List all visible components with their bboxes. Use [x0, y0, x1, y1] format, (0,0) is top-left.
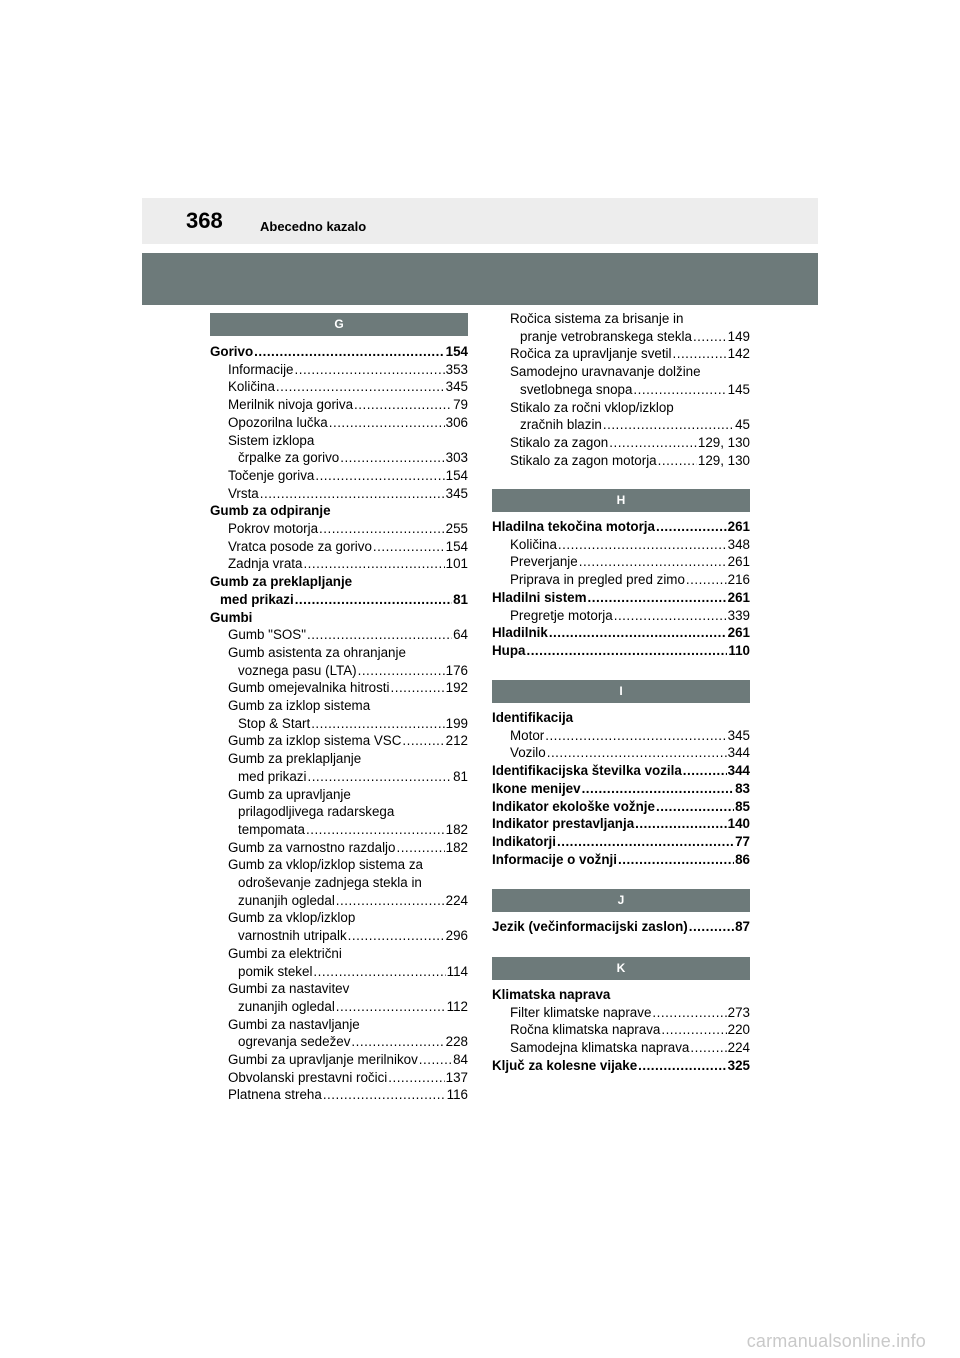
- entry-term: Samodejno uravnavanje dolžine: [510, 364, 701, 380]
- entry-page: 192: [445, 680, 468, 696]
- entry-page: 212: [445, 733, 468, 749]
- dot-leader: [323, 1086, 446, 1104]
- dot-leader: [689, 918, 734, 936]
- entry-term: odroševanje zadnjega stekla in: [238, 875, 422, 890]
- dot-leader: [582, 780, 735, 798]
- entry-term: Filter klimatske naprave: [510, 1004, 652, 1020]
- index-entry: [210, 715, 468, 733]
- entry-page: 45: [735, 417, 750, 433]
- dot-leader: [526, 642, 727, 660]
- entry-term: ogrevanja sedežev: [238, 1034, 351, 1050]
- dot-leader: [260, 485, 445, 503]
- decorative-band: [142, 253, 818, 305]
- entry-term: Ključ za kolesne vijake: [492, 1057, 638, 1073]
- index-entry: [492, 434, 750, 452]
- index-entry: [210, 626, 468, 644]
- dot-leader: [618, 851, 734, 869]
- entry-term: Stikalo za ročni vklop/izklop: [510, 399, 674, 415]
- dot-leader: [388, 1069, 444, 1087]
- index-entry: [210, 1086, 468, 1104]
- entry-term: Opozorilna lučka: [228, 414, 328, 430]
- entry-term: Hladilna tekočina motorja: [492, 519, 655, 534]
- entry-page: 85: [735, 798, 750, 814]
- letter-header-h: H: [492, 489, 750, 512]
- dot-leader: [348, 927, 445, 945]
- entry-term: Platnena streha: [228, 1087, 322, 1103]
- index-entry: [492, 571, 750, 589]
- index-entry: [210, 679, 468, 697]
- index-entry: [210, 945, 468, 963]
- entry-page: 344: [727, 745, 750, 761]
- dot-leader: [609, 434, 697, 452]
- dot-leader: [549, 624, 727, 642]
- entry-term: Stikalo za zagon motorja: [510, 452, 657, 468]
- index-entry: [492, 642, 750, 660]
- entry-term: Gumb za vklop/izklop sistema za: [228, 857, 423, 873]
- index-entry: [210, 573, 468, 591]
- dot-leader: [358, 662, 445, 680]
- entry-term: Gumb "SOS": [228, 627, 306, 643]
- index-entry: [492, 727, 750, 745]
- index-entry: [210, 520, 468, 538]
- entry-page: 114: [446, 963, 468, 979]
- dot-leader: [635, 815, 727, 833]
- letter-header-i: I: [492, 680, 750, 703]
- index-entry: [210, 662, 468, 680]
- index-entry: [210, 361, 468, 379]
- entry-page: 339: [727, 607, 750, 623]
- index-entry: [492, 589, 750, 607]
- index-entry: [492, 815, 750, 833]
- entry-term: Informacije o vožnji: [492, 851, 618, 867]
- index-entry: [492, 416, 750, 434]
- index-entry: [492, 1004, 750, 1022]
- entry-page: 142: [727, 346, 750, 362]
- dot-leader: [351, 1033, 444, 1051]
- index-entry: [210, 467, 468, 485]
- index-entry: [492, 762, 750, 780]
- dot-leader: [311, 715, 444, 733]
- dot-leader: [690, 1039, 726, 1057]
- entry-term: Gumb asistenta za ohranjanje: [228, 644, 406, 660]
- index-entry: [492, 833, 750, 851]
- dot-leader: [558, 536, 727, 554]
- dot-leader: [656, 518, 727, 536]
- entry-term: Vratca posode za gorivo: [228, 538, 372, 554]
- dot-leader: [307, 768, 452, 786]
- letter-header-j: J: [492, 889, 750, 912]
- entry-page: 216: [727, 572, 750, 588]
- dot-leader: [295, 361, 445, 379]
- index-entry: [492, 381, 750, 399]
- entry-page: 112: [446, 998, 468, 1014]
- dot-leader: [306, 821, 445, 839]
- entry-page: 84: [453, 1052, 468, 1067]
- entry-term: Gumb za preklapljanje: [228, 751, 362, 767]
- entry-term: med prikazi: [220, 591, 294, 607]
- entry-term: Gumbi za nastavljanje: [228, 1016, 360, 1032]
- dot-leader: [354, 396, 452, 414]
- entry-page: 273: [727, 1004, 750, 1020]
- entry-page: 344: [727, 763, 750, 779]
- dot-leader: [295, 591, 452, 609]
- entry-page: 306: [445, 414, 468, 430]
- index-entry: [210, 555, 468, 573]
- index-entry: [210, 414, 468, 432]
- entry-term: Merilnik nivoja goriva: [228, 397, 354, 413]
- entry-term: prilagodljivega radarskega: [238, 804, 395, 820]
- dot-leader: [303, 555, 444, 573]
- index-entry: [492, 1039, 750, 1057]
- entry-term: Količina: [228, 379, 275, 395]
- entry-term: Gumb za odpiranje: [210, 503, 331, 519]
- index-entry: [492, 624, 750, 642]
- dot-leader: [276, 378, 445, 396]
- entry-term: Samodejna klimatska naprava: [510, 1040, 690, 1056]
- index-entry: [210, 485, 468, 503]
- index-entry: [492, 328, 750, 346]
- index-entry: [492, 780, 750, 798]
- dot-leader: [661, 1021, 726, 1039]
- index-entry: [210, 839, 468, 857]
- dot-leader: [336, 892, 445, 910]
- entry-page: 224: [445, 892, 468, 908]
- entry-term: Sistem izklopa: [228, 432, 315, 448]
- entry-term: Jezik (večinformacijski zaslon): [492, 919, 688, 934]
- index-entry: [210, 609, 468, 627]
- index-entry: [492, 744, 750, 762]
- entry-page: 101: [445, 556, 468, 572]
- index-entry: [492, 1057, 750, 1075]
- entry-term: Ikone menijev: [492, 780, 581, 796]
- entry-term: zunanjih ogledal: [238, 998, 335, 1014]
- dot-leader: [402, 732, 444, 750]
- entry-term: Gumb za izklop sistema: [228, 698, 371, 713]
- index-entry: [210, 732, 468, 750]
- dot-leader: [313, 963, 445, 981]
- index-entry: [492, 851, 750, 869]
- index-entry: [210, 644, 468, 662]
- entry-term: med prikazi: [238, 768, 307, 784]
- entry-term: Informacije: [228, 361, 294, 377]
- entry-term: Stop & Start: [238, 715, 311, 731]
- dot-leader: [373, 538, 445, 556]
- index-entry: [210, 697, 468, 715]
- entry-page: 77: [735, 833, 750, 849]
- index-entry: [210, 750, 468, 768]
- entry-term: Hladilni sistem: [492, 589, 587, 605]
- dot-leader: [396, 839, 444, 857]
- index-entry: [210, 432, 468, 450]
- entry-term: Priprava in pregled pred zimo: [510, 572, 685, 588]
- dot-leader: [633, 381, 726, 399]
- entry-term: Preverjanje: [510, 554, 578, 570]
- entry-page: 81: [453, 591, 468, 607]
- entry-term: Gumbi za električni: [228, 945, 342, 961]
- entry-page: 261: [727, 625, 750, 641]
- index-entry: [210, 538, 468, 556]
- dot-leader: [614, 607, 727, 625]
- entry-page: 116: [446, 1087, 468, 1103]
- dot-leader: [254, 343, 445, 361]
- entry-page: 303: [445, 450, 468, 466]
- dot-leader: [319, 520, 445, 538]
- dot-leader: [329, 414, 445, 432]
- entry-term: zračnih blazin: [520, 417, 602, 433]
- index-entry: [210, 874, 468, 892]
- index-entry: [210, 963, 468, 981]
- dot-leader: [588, 589, 727, 607]
- entry-page: 345: [445, 379, 468, 395]
- entry-page: 86: [735, 851, 750, 867]
- letter-header-g: G: [210, 313, 468, 336]
- entry-page: 154: [445, 344, 468, 359]
- index-entry: [492, 536, 750, 554]
- dot-leader: [579, 553, 727, 571]
- entry-page: 261: [727, 519, 750, 534]
- dot-leader: [683, 762, 727, 780]
- entry-page: 255: [445, 521, 468, 536]
- entry-page: 129, 130: [697, 452, 750, 468]
- index-entry: [492, 399, 750, 417]
- entry-term: Hupa: [492, 642, 526, 658]
- watermark: carmanualsonline.info: [746, 1331, 926, 1351]
- entry-page: 228: [445, 1034, 468, 1050]
- section-title: Abecedno kazalo: [260, 219, 367, 234]
- dot-leader: [307, 626, 452, 644]
- entry-page: 176: [445, 662, 468, 678]
- index-entry: [210, 821, 468, 839]
- page-number: 368: [186, 208, 223, 233]
- dot-leader: [673, 345, 727, 363]
- entry-page: 64: [453, 627, 468, 643]
- entry-term: Pregretje motorja: [510, 607, 613, 623]
- entry-page: 296: [445, 928, 468, 944]
- header-band: [142, 198, 818, 244]
- entry-term: Indikatorji: [492, 833, 556, 849]
- index-entry: [210, 1033, 468, 1051]
- index-entry: [492, 918, 750, 936]
- entry-page: 353: [445, 361, 468, 377]
- entry-page: 154: [445, 467, 468, 483]
- entry-term: varnostnih utripalk: [238, 928, 347, 944]
- entry-term: Gumb za upravljanje: [228, 786, 351, 802]
- letter-header-k: K: [492, 957, 750, 980]
- entry-page: 149: [727, 328, 750, 344]
- entry-term: Hladilnik: [492, 625, 548, 641]
- entry-term: Gumb za izklop sistema VSC: [228, 733, 402, 749]
- index-entry: [492, 518, 750, 536]
- index-entry: [210, 909, 468, 927]
- index-entry: [210, 927, 468, 945]
- entry-term: Gumbi za upravljanje merilnikov: [228, 1052, 418, 1067]
- entry-page: 129, 130: [697, 434, 750, 450]
- entry-page: 145: [727, 381, 750, 397]
- entry-page: 79: [453, 397, 468, 413]
- entry-term: zunanjih ogledal: [238, 892, 335, 908]
- index-entry: [492, 607, 750, 625]
- index-entry: [210, 786, 468, 804]
- dot-leader: [557, 833, 734, 851]
- index-entry: [492, 709, 750, 727]
- entry-term: voznega pasu (LTA): [238, 662, 357, 678]
- entry-term: Klimatska naprava: [492, 987, 611, 1002]
- entry-page: 154: [445, 538, 468, 554]
- dot-leader: [656, 798, 734, 816]
- index-entry: [210, 1069, 468, 1087]
- entry-term: tempomata: [238, 821, 305, 837]
- entry-page: 110: [728, 642, 750, 658]
- entry-page: 348: [727, 536, 750, 552]
- entry-page: 81: [453, 768, 468, 784]
- entry-page: 87: [735, 919, 750, 934]
- dot-leader: [658, 452, 697, 470]
- entry-term: svetlobnega snopa: [520, 381, 633, 397]
- entry-page: 345: [445, 485, 468, 501]
- entry-term: Indikator ekološke vožnje: [492, 798, 655, 814]
- index-entry: [210, 768, 468, 786]
- entry-term: črpalke za gorivo: [238, 450, 340, 466]
- entry-term: Motor: [510, 727, 545, 743]
- index-entry: [492, 798, 750, 816]
- entry-page: 345: [727, 727, 750, 743]
- index-entry: [210, 378, 468, 396]
- index-entry: [492, 345, 750, 363]
- index-entry: [210, 396, 468, 414]
- entry-page: 220: [727, 1022, 750, 1038]
- entry-term: Ročica sistema za brisanje in: [510, 311, 684, 326]
- index-entry: [210, 343, 468, 361]
- index-entry: [210, 1016, 468, 1034]
- entry-page: 140: [727, 816, 750, 832]
- entry-term: Točenje goriva: [228, 467, 315, 483]
- entry-term: Ročna klimatska naprava: [510, 1022, 661, 1038]
- index-entry: [492, 452, 750, 470]
- entry-term: Pokrov motorja: [228, 521, 319, 536]
- dot-leader: [545, 727, 726, 745]
- entry-page: 261: [727, 554, 750, 570]
- entry-term: Zadnja vrata: [228, 556, 303, 572]
- entry-term: Gumb za vklop/izklop: [228, 910, 356, 926]
- index-entry: [210, 449, 468, 467]
- dot-leader: [652, 1004, 726, 1022]
- dot-leader: [315, 467, 444, 485]
- index-entry: [210, 591, 468, 609]
- dot-leader: [419, 1051, 452, 1069]
- entry-page: 137: [445, 1069, 468, 1085]
- dot-leader: [340, 449, 444, 467]
- entry-page: 261: [727, 589, 750, 605]
- index-entry: [492, 986, 750, 1004]
- index-entry: [492, 363, 750, 381]
- dot-leader: [638, 1057, 727, 1075]
- dot-leader: [693, 328, 727, 346]
- entry-term: Vozilo: [510, 745, 546, 761]
- index-entry: [210, 856, 468, 874]
- entry-term: Gorivo: [210, 344, 254, 359]
- entry-term: Identifikacija: [492, 710, 574, 725]
- entry-term: Obvolanski prestavni ročici: [228, 1069, 388, 1085]
- entry-term: Ročica za upravljanje svetil: [510, 346, 672, 362]
- entry-term: Gumb za varnostno razdaljo: [228, 839, 396, 855]
- entry-term: pranje vetrobranskega stekla: [520, 328, 692, 344]
- entry-term: Vrsta: [228, 485, 259, 501]
- entry-page: 325: [727, 1057, 750, 1073]
- entry-page: 224: [727, 1040, 750, 1056]
- index-entry: [210, 803, 468, 821]
- entry-term: Količina: [510, 536, 557, 552]
- entry-page: 199: [445, 715, 468, 731]
- entry-term: pomik stekel: [238, 963, 313, 979]
- entry-term: Gumb za preklapljanje: [210, 574, 353, 590]
- dot-leader: [391, 679, 445, 697]
- entry-page: 83: [735, 780, 750, 796]
- entry-page: 182: [445, 821, 468, 837]
- index-entry: [210, 1051, 468, 1069]
- index-entry: [492, 310, 750, 328]
- entry-term: Gumbi: [210, 609, 253, 625]
- entry-term: Stikalo za zagon: [510, 434, 609, 450]
- index-entry: [492, 1021, 750, 1039]
- index-entry: [210, 502, 468, 520]
- index-entry: [492, 553, 750, 571]
- dot-leader: [336, 998, 446, 1016]
- entry-term: Gumbi za nastavitev: [228, 981, 350, 997]
- index-entry: [210, 980, 468, 998]
- entry-term: Gumb omejevalnika hitrosti: [228, 680, 390, 696]
- dot-leader: [603, 416, 734, 434]
- index-entry: [210, 892, 468, 910]
- entry-page: 182: [445, 839, 468, 855]
- index-entry: [210, 998, 468, 1016]
- dot-leader: [686, 571, 727, 589]
- entry-term: Identifikacijska številka vozila: [492, 763, 682, 779]
- dot-leader: [547, 744, 727, 762]
- entry-term: Indikator prestavljanja: [492, 816, 635, 832]
